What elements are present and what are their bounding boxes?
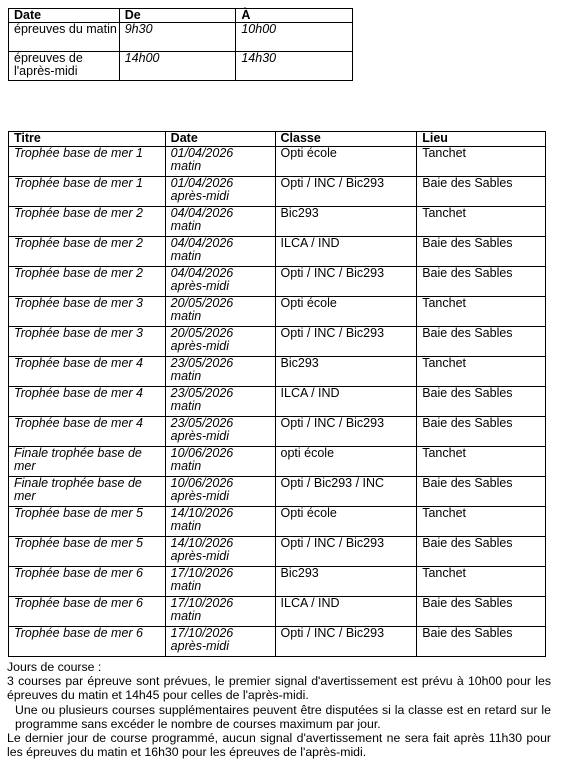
session-end: 14h30 bbox=[236, 52, 353, 81]
table-row bbox=[9, 207, 546, 237]
race-venue: Baie des Sables bbox=[417, 267, 546, 297]
race-date bbox=[165, 447, 275, 477]
race-title: Finale trophée base de mer bbox=[9, 447, 166, 477]
race-session: après-midi bbox=[170, 339, 230, 353]
race-venue: Baie des Sables bbox=[417, 237, 546, 267]
race-venue: Baie des Sables bbox=[417, 387, 546, 417]
race-title: Trophée base de mer 3 bbox=[9, 327, 166, 357]
table-row bbox=[9, 327, 546, 357]
race-title: Trophée base de mer 4 bbox=[9, 357, 166, 387]
notes-paragraph: 3 courses par épreuve sont prévues, le premier signal d'avertissement est prévu à 10h00 pour les épreuves du matin et 14h45 pour celles de l'après-midi. bbox=[7, 674, 551, 703]
race-class: Opti / Bic293 / INC bbox=[275, 477, 417, 507]
race-date-value: 04/04/2026 bbox=[170, 266, 234, 280]
race-date bbox=[165, 237, 275, 267]
race-session: matin bbox=[170, 249, 202, 263]
table-header-row bbox=[9, 132, 546, 147]
race-venue: Tanchet bbox=[417, 297, 546, 327]
header-title: Titre bbox=[9, 132, 166, 147]
race-class: ILCA / IND bbox=[275, 597, 417, 627]
race-venue: Tanchet bbox=[417, 447, 546, 477]
race-title: Trophée base de mer 2 bbox=[9, 237, 166, 267]
race-date-value: 10/06/2026 bbox=[170, 476, 234, 490]
race-session: matin bbox=[170, 309, 202, 323]
race-date bbox=[165, 627, 275, 657]
race-venue: Tanchet bbox=[417, 567, 546, 597]
race-date-value: 23/05/2026 bbox=[170, 356, 234, 370]
table-header-row bbox=[9, 9, 353, 23]
race-title: Trophée base de mer 1 bbox=[9, 177, 166, 207]
race-date bbox=[165, 177, 275, 207]
race-date bbox=[165, 537, 275, 567]
table-row bbox=[9, 477, 546, 507]
race-class: Opti / INC / Bic293 bbox=[275, 267, 417, 297]
race-title: Trophée base de mer 2 bbox=[9, 207, 166, 237]
table-row bbox=[9, 537, 546, 567]
race-session: après-midi bbox=[170, 549, 230, 563]
race-date bbox=[165, 387, 275, 417]
race-class: Opti / INC / Bic293 bbox=[275, 537, 417, 567]
race-venue: Baie des Sables bbox=[417, 177, 546, 207]
race-date bbox=[165, 357, 275, 387]
race-title: Trophée base de mer 4 bbox=[9, 417, 166, 447]
session-start: 14h00 bbox=[119, 52, 236, 81]
table-row bbox=[9, 237, 546, 267]
race-date-value: 01/04/2026 bbox=[170, 146, 234, 160]
race-venue: Tanchet bbox=[417, 507, 546, 537]
race-date-value: 04/04/2026 bbox=[170, 236, 234, 250]
race-date bbox=[165, 507, 275, 537]
race-date bbox=[165, 267, 275, 297]
race-class: Opti / INC / Bic293 bbox=[275, 417, 417, 447]
session-end: 10h00 bbox=[236, 23, 353, 52]
race-class: Opti / INC / Bic293 bbox=[275, 627, 417, 657]
race-session: matin bbox=[170, 219, 202, 233]
race-class: Opti école bbox=[275, 147, 417, 177]
race-session: matin bbox=[170, 519, 202, 533]
schedule-body bbox=[9, 147, 546, 657]
table-row bbox=[9, 177, 546, 207]
table-row bbox=[9, 447, 546, 477]
race-date-value: 20/05/2026 bbox=[170, 296, 234, 310]
race-title: Trophée base de mer 5 bbox=[9, 537, 166, 567]
session-label: épreuves du matin bbox=[9, 23, 120, 52]
race-session: matin bbox=[170, 579, 202, 593]
race-title: Finale trophée base de mer bbox=[9, 477, 166, 507]
race-date bbox=[165, 297, 275, 327]
race-date bbox=[165, 207, 275, 237]
race-session: après-midi bbox=[170, 189, 230, 203]
race-class: Opti école bbox=[275, 507, 417, 537]
notes-paragraph: Une ou plusieurs courses supplémentaires peuvent être disputées si la classe est en retard sur le programme sans excéder le nombre de courses maximum par jour. bbox=[15, 702, 551, 731]
race-session: après-midi bbox=[170, 279, 230, 293]
race-session: matin bbox=[170, 159, 202, 173]
table-row bbox=[9, 507, 546, 537]
race-date-value: 14/10/2026 bbox=[170, 536, 234, 550]
race-venue: Baie des Sables bbox=[417, 597, 546, 627]
race-date bbox=[165, 477, 275, 507]
race-venue: Tanchet bbox=[417, 357, 546, 387]
race-class: ILCA / IND bbox=[275, 387, 417, 417]
race-class: Opti école bbox=[275, 297, 417, 327]
header-class: Classe bbox=[275, 132, 417, 147]
race-title: Trophée base de mer 6 bbox=[9, 597, 166, 627]
table-row bbox=[9, 52, 353, 81]
race-date-value: 17/10/2026 bbox=[170, 566, 234, 580]
table-row bbox=[9, 357, 546, 387]
race-date bbox=[165, 147, 275, 177]
race-session: après-midi bbox=[170, 429, 230, 443]
race-date-value: 14/10/2026 bbox=[170, 506, 234, 520]
race-session: après-midi bbox=[170, 639, 230, 653]
race-date-value: 17/10/2026 bbox=[170, 626, 234, 640]
table-row bbox=[9, 627, 546, 657]
race-date bbox=[165, 597, 275, 627]
session-label: épreuves de l'après-midi bbox=[9, 52, 120, 81]
race-class: Bic293 bbox=[275, 567, 417, 597]
notes-paragraph: Le dernier jour de course programmé, aucun signal d'avertissement ne sera fait après 11h30 pour les épreuves du matin et 16h30 pour les épreuves de l'après-midi. bbox=[7, 731, 551, 760]
table-row bbox=[9, 417, 546, 447]
header-to: À bbox=[236, 9, 353, 23]
race-date-value: 23/05/2026 bbox=[170, 386, 234, 400]
race-title: Trophée base de mer 2 bbox=[9, 267, 166, 297]
race-title: Trophée base de mer 3 bbox=[9, 297, 166, 327]
race-venue: Baie des Sables bbox=[417, 537, 546, 567]
race-class: Opti / INC / Bic293 bbox=[275, 177, 417, 207]
race-class: ILCA / IND bbox=[275, 237, 417, 267]
race-title: Trophée base de mer 6 bbox=[9, 627, 166, 657]
race-session: après-midi bbox=[170, 489, 230, 503]
race-date-value: 10/06/2026 bbox=[170, 446, 234, 460]
race-venue: Baie des Sables bbox=[417, 327, 546, 357]
race-title: Trophée base de mer 1 bbox=[9, 147, 166, 177]
table-row bbox=[9, 297, 546, 327]
race-session: matin bbox=[170, 609, 202, 623]
race-class: Bic293 bbox=[275, 357, 417, 387]
session-start: 9h30 bbox=[119, 23, 236, 52]
race-session: matin bbox=[170, 399, 202, 413]
race-day-notes bbox=[7, 660, 551, 759]
race-date-value: 23/05/2026 bbox=[170, 416, 234, 430]
race-title: Trophée base de mer 6 bbox=[9, 567, 166, 597]
race-venue: Baie des Sables bbox=[417, 477, 546, 507]
table-row bbox=[9, 267, 546, 297]
race-venue: Baie des Sables bbox=[417, 627, 546, 657]
race-date-value: 17/10/2026 bbox=[170, 596, 234, 610]
race-session: matin bbox=[170, 369, 202, 383]
session-times-table bbox=[8, 8, 353, 81]
table-row bbox=[9, 567, 546, 597]
header-date: Date bbox=[165, 132, 275, 147]
race-venue: Tanchet bbox=[417, 147, 546, 177]
race-session: matin bbox=[170, 459, 202, 473]
notes-heading: Jours de course : bbox=[7, 660, 102, 674]
race-date bbox=[165, 567, 275, 597]
header-from: De bbox=[119, 9, 236, 23]
race-title: Trophée base de mer 4 bbox=[9, 387, 166, 417]
race-date bbox=[165, 417, 275, 447]
race-schedule-table bbox=[8, 131, 546, 657]
race-date-value: 01/04/2026 bbox=[170, 176, 234, 190]
race-class: opti école bbox=[275, 447, 417, 477]
race-class: Bic293 bbox=[275, 207, 417, 237]
race-venue: Tanchet bbox=[417, 207, 546, 237]
race-class: Opti / INC / Bic293 bbox=[275, 327, 417, 357]
race-date-value: 20/05/2026 bbox=[170, 326, 234, 340]
table-row bbox=[9, 23, 353, 52]
table-row bbox=[9, 387, 546, 417]
race-date-value: 04/04/2026 bbox=[170, 206, 234, 220]
table-row bbox=[9, 597, 546, 627]
race-date bbox=[165, 327, 275, 357]
race-title: Trophée base de mer 5 bbox=[9, 507, 166, 537]
race-venue: Baie des Sables bbox=[417, 417, 546, 447]
table-row bbox=[9, 147, 546, 177]
header-date: Date bbox=[9, 9, 120, 23]
header-venue: Lieu bbox=[417, 132, 546, 147]
